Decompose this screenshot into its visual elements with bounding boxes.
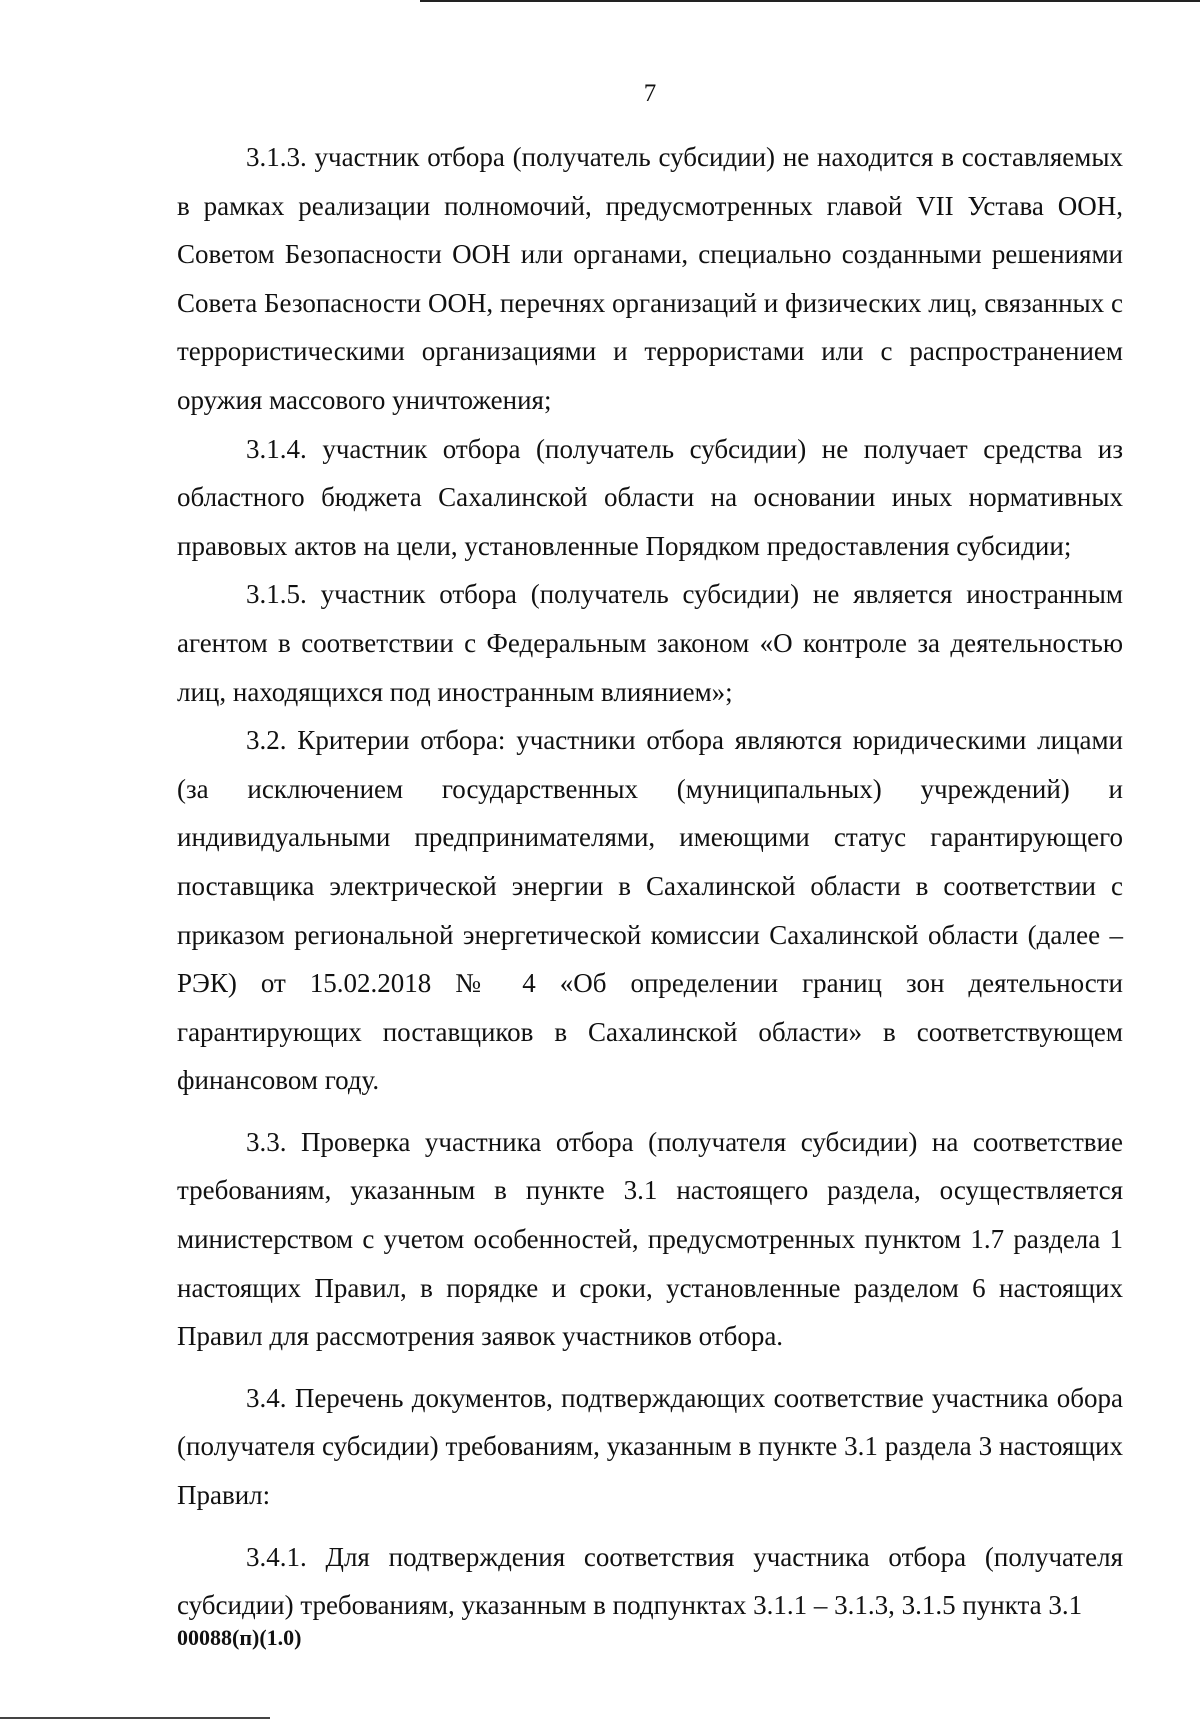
paragraph-3-4-1: 3.4.1. Для подтверждения соответствия участника отбора (получателя субсидии) требованиям, указанным в подпунктах 3.1.1 – 3.1.3, 3.1.5 пункта 3.1: [177, 1541, 1123, 1621]
page-number: 7: [643, 80, 657, 107]
paragraph-3-2: 3.2. Критерии отбора: участники отбора являются юридическими лицами (за исключением государственных (муниципальных) учреждений) и индивидуальными предпринимателями, имеющими статус гарантирующего поставщика электрической энергии в Сахалинской области в соответствии с приказом региональной энергетической комиссии Сахалинской области (далее – РЭК) от 15.02.2018 № 4 «Об определении границ зон деятельности гарантирующих поставщиков в Сахалинской области» в соответствующем финансовом году.: [177, 725, 1123, 1096]
paragraph-3-4: 3.4. Перечень документов, подтверждающих соответствие участника обора (получателя субсидии) требованиям, указанным в пункте 3.1 раздела 3 настоящих Правил:: [177, 1382, 1123, 1511]
document-code: 00088(п)(1.0): [177, 1625, 302, 1650]
paragraph-3-1-3: 3.1.3. участник отбора (получатель субсидии) не находится в составляемых в рамках реализации полномочий, предусмотренных главой VII Устава ООН, Советом Безопасности ООН или органами, специально созданными решениями Совета Безопасности ООН, перечнях организаций и физических лиц, связанных с террористическими организациями и террористами или с распространением оружия массового уничтожения;: [177, 142, 1123, 415]
top-rule: [420, 0, 1200, 2]
paragraph-3-3: 3.3. Проверка участника отбора (получателя субсидии) на соответствие требованиям, указанным в пункте 3.1 настоящего раздела, осуществляется министерством с учетом особенностей, предусмотренных пунктом 1.7 раздела 1 настоящих Правил, в порядке и сроки, установленные разделом 6 настоящих Правил для рассмотрения заявок участников отбора.: [177, 1126, 1123, 1352]
document-body: [177, 133, 1123, 1630]
bottom-rule: [0, 1717, 270, 1719]
paragraph-3-1-5: 3.1.5. участник отбора (получатель субсидии) не является иностранным агентом в соответствии с Федеральным законом «О контроле за деятельностью лиц, находящихся под иностранным влиянием»;: [177, 579, 1123, 707]
paragraph-3-1-4: 3.1.4. участник отбора (получатель субсидии) не получает средства из областного бюджета Сахалинской области на основании иных нормативных правовых актов на цели, установленные Порядком предоставления субсидии;: [177, 433, 1123, 561]
